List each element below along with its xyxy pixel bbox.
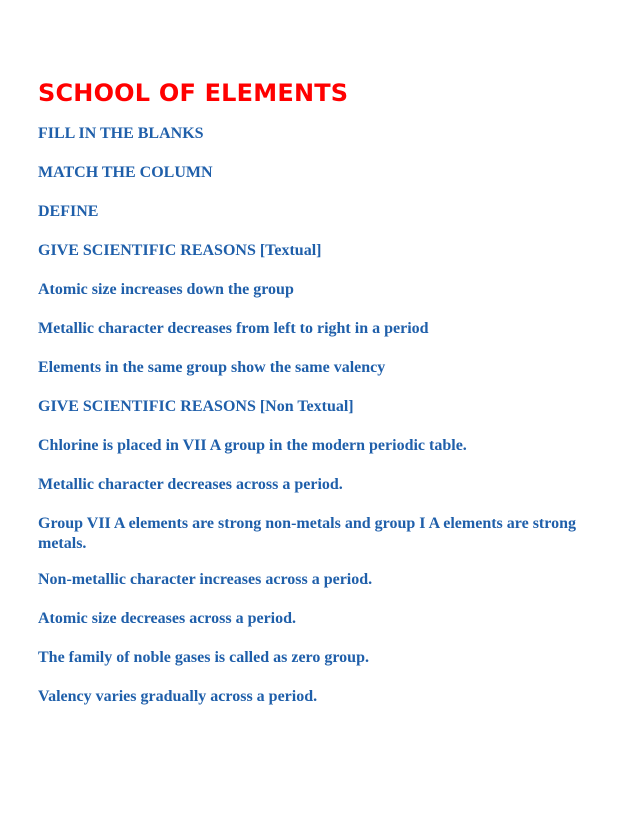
heading-scientific-reasons-textual: GIVE SCIENTIFIC REASONS [Textual] xyxy=(38,242,322,259)
heading-define: DEFINE xyxy=(38,203,99,220)
page-title: SCHOOL OF ELEMENTS xyxy=(38,79,349,107)
reason-item: Atomic size decreases across a period. xyxy=(38,610,297,627)
document-page xyxy=(38,78,608,726)
heading-fill-in-the-blanks: FILL IN THE BLANKS xyxy=(38,125,204,142)
reason-item: Group VII A elements are strong non-metals and group I A elements are strong metals. xyxy=(38,515,576,552)
reason-item: Non-metallic character increases across a period. xyxy=(38,571,373,588)
reason-item: Valency varies gradually across a period. xyxy=(38,688,318,705)
reason-item: The family of noble gases is called as zero group. xyxy=(38,649,369,666)
heading-match-the-column: MATCH THE COLUMN xyxy=(38,164,213,181)
reason-item: Metallic character decreases across a period. xyxy=(38,476,343,493)
reason-item: Metallic character decreases from left to right in a period xyxy=(38,320,429,337)
reason-item: Atomic size increases down the group xyxy=(38,281,294,298)
reason-item: Elements in the same group show the same valency xyxy=(38,359,386,376)
reason-item: Chlorine is placed in VII A group in the modern periodic table. xyxy=(38,437,467,454)
heading-scientific-reasons-non-textual: GIVE SCIENTIFIC REASONS [Non Textual] xyxy=(38,398,354,415)
